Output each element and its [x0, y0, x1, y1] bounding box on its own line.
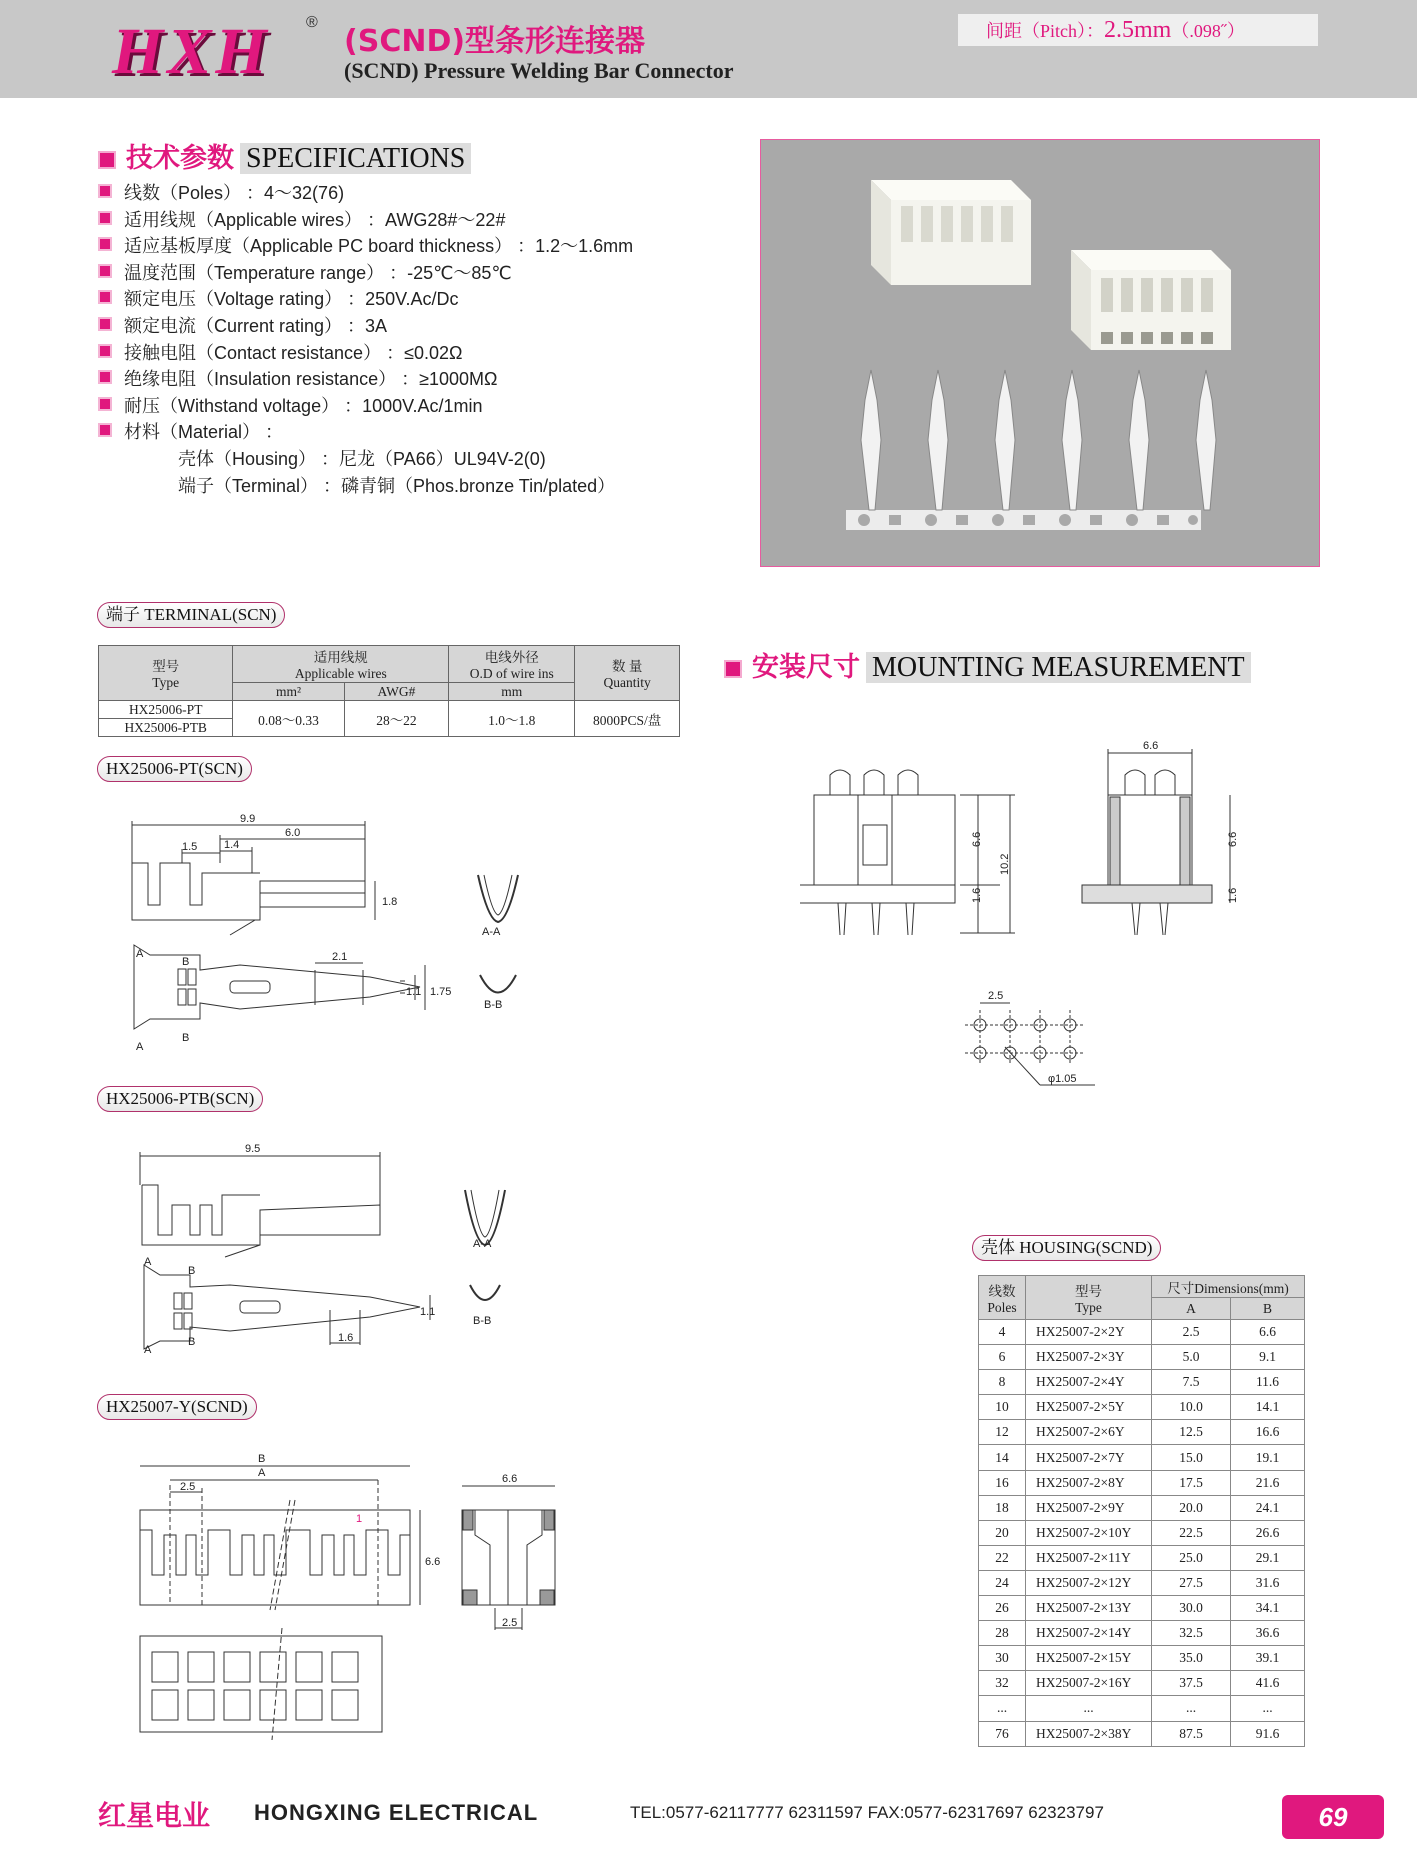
- table-cell: 16.6: [1231, 1420, 1305, 1445]
- table-cell: HX25007-2×7Y: [1026, 1445, 1152, 1470]
- table-cell: 6: [979, 1345, 1026, 1370]
- table-cell: 30: [979, 1646, 1026, 1671]
- dim-label: 6.6: [1227, 831, 1239, 847]
- spec-item: 温度范围（Temperature range） ：-25℃～85℃: [98, 260, 633, 287]
- table-cell: HX25007-2×10Y: [1026, 1520, 1152, 1545]
- table-cell: 6.6: [1231, 1320, 1305, 1345]
- dim-label: B-B: [484, 999, 503, 1011]
- table-cell: 21.6: [1231, 1470, 1305, 1495]
- table-cell: ...: [979, 1696, 1026, 1721]
- table-cell: 39.1: [1231, 1646, 1305, 1671]
- spec-material-housing: 壳体（Housing） ：尼龙（PA66）UL94V-2(0): [178, 448, 546, 469]
- spec-item: 适用线规（Applicable wires） ：AWG28#～22#: [98, 207, 633, 234]
- table-cell: 24.1: [1231, 1495, 1305, 1520]
- dim-label: B: [188, 1265, 196, 1277]
- dim-label: 1.6: [1227, 887, 1239, 903]
- dim-label: B-B: [473, 1315, 492, 1327]
- spec-item: 适应基板厚度（Applicable PC board thickness） ：1.2～1.6mm: [98, 233, 633, 260]
- dim-label: 2.1: [332, 951, 348, 963]
- mounting-heading-en: MOUNTING MEASUREMENT: [866, 652, 1251, 683]
- col-b: B: [1231, 1298, 1305, 1320]
- table-cell: 30.0: [1152, 1596, 1231, 1621]
- table-cell: 14: [979, 1445, 1026, 1470]
- bullet-icon: [98, 423, 112, 437]
- table-cell: 25.0: [1152, 1545, 1231, 1570]
- col-qty: 数 量 Quantity: [575, 646, 680, 701]
- title-chinese: (SCND)型条形连接器: [344, 24, 646, 59]
- table-cell: HX25007-2×14Y: [1026, 1621, 1152, 1646]
- footer-company-cn: 红星电业: [98, 1799, 211, 1832]
- table-cell: 19.1: [1231, 1445, 1305, 1470]
- table-cell: 37.5: [1152, 1671, 1231, 1696]
- dim-label: 6.0: [285, 827, 301, 839]
- dim-label: 1.8: [382, 896, 398, 908]
- dim-label: A-A: [482, 926, 501, 938]
- table-cell: 32.5: [1152, 1621, 1231, 1646]
- table-cell: 22.5: [1152, 1520, 1231, 1545]
- table-cell: 11.6: [1231, 1370, 1305, 1395]
- brand-logo: HXH: [112, 15, 271, 88]
- table-cell: HX25007-2×11Y: [1026, 1545, 1152, 1570]
- table-row: [979, 1445, 1305, 1470]
- table-cell: ...: [1152, 1696, 1231, 1721]
- dim-label: 9.9: [240, 813, 256, 825]
- dim-label: A: [136, 1041, 144, 1053]
- table-cell: 20: [979, 1520, 1026, 1545]
- table-cell: 10.0: [1152, 1395, 1231, 1420]
- table-cell: 20.0: [1152, 1495, 1231, 1520]
- table-cell: HX25007-2×9Y: [1026, 1495, 1152, 1520]
- table-cell: HX25007-2×4Y: [1026, 1370, 1152, 1395]
- table-row: [979, 1570, 1305, 1595]
- dim-label: 6.6: [1143, 740, 1159, 752]
- housing-pill: 壳体 HOUSING(SCND): [972, 1235, 1161, 1261]
- housing-photo-2: [1071, 250, 1231, 350]
- table-cell: 28: [979, 1621, 1026, 1646]
- col-type: 型号 Type: [1026, 1276, 1152, 1320]
- table-cell: HX25007-2×16Y: [1026, 1671, 1152, 1696]
- table-row: [979, 1520, 1305, 1545]
- dim-label: 1.6: [338, 1332, 354, 1344]
- table-row: [979, 1495, 1305, 1520]
- table-cell: 35.0: [1152, 1646, 1231, 1671]
- table-cell: 17.5: [1152, 1470, 1231, 1495]
- col-a: A: [1152, 1298, 1231, 1320]
- table-cell: HX25007-2×6Y: [1026, 1420, 1152, 1445]
- dim-label: A: [144, 1256, 152, 1268]
- mounting-heading-cn: 安装尺寸: [752, 652, 860, 683]
- col-awg: AWG#: [344, 683, 448, 701]
- table-cell: 41.6: [1231, 1671, 1305, 1696]
- bullet-icon: [98, 211, 112, 225]
- dim-label: 9.5: [245, 1143, 261, 1155]
- spec-item: 材料（Material） ：: [98, 419, 633, 446]
- product-illustration: [761, 140, 1319, 566]
- table-row: [979, 1345, 1305, 1370]
- dim-label: 10.2: [999, 853, 1011, 875]
- table-cell: 27.5: [1152, 1570, 1231, 1595]
- ptb-pill: HX25006-PTB(SCN): [97, 1086, 263, 1112]
- table-cell: 4: [979, 1320, 1026, 1345]
- ptb-drawing: [130, 1135, 530, 1360]
- dim-label: B: [188, 1336, 196, 1348]
- dim-label: A-A: [473, 1238, 492, 1250]
- table-cell: 31.6: [1231, 1570, 1305, 1595]
- product-photo: [760, 139, 1320, 567]
- dim-label: 1.1: [420, 1306, 436, 1318]
- table-cell: 18: [979, 1495, 1026, 1520]
- table-cell: 36.6: [1231, 1621, 1305, 1646]
- bullet-icon: [98, 370, 112, 384]
- table-cell: HX25007-2×13Y: [1026, 1596, 1152, 1621]
- table-row: [979, 1320, 1305, 1345]
- col-poles: 线数 Poles: [979, 1276, 1026, 1320]
- table-cell: 8000PCS/盘: [575, 701, 680, 737]
- dim-label: 2.5: [988, 990, 1004, 1002]
- table-cell: 24: [979, 1570, 1026, 1595]
- spec-item: 额定电流（Current rating） ：3A: [98, 313, 633, 340]
- table-cell: 16: [979, 1470, 1026, 1495]
- dim-label: A: [136, 948, 144, 960]
- dim-label: 2.5: [180, 1481, 196, 1493]
- terminal-pill: 端子 TERMINAL(SCN): [97, 602, 285, 628]
- table-cell: HX25007-2×38Y: [1026, 1721, 1152, 1746]
- table-cell: 28～22: [344, 701, 448, 737]
- spec-list: [98, 180, 633, 499]
- specifications-heading-cn: 技术参数: [126, 143, 234, 174]
- dim-label: A: [144, 1344, 152, 1356]
- pitch-value: 2.5mm: [1104, 17, 1172, 43]
- table-cell: 15.0: [1152, 1445, 1231, 1470]
- table-cell: 10: [979, 1395, 1026, 1420]
- table-row: [979, 1470, 1305, 1495]
- terminal-table: [98, 645, 680, 737]
- table-row: [979, 1545, 1305, 1570]
- table-cell: 12: [979, 1420, 1026, 1445]
- table-cell: 87.5: [1152, 1721, 1231, 1746]
- table-row: [979, 1621, 1305, 1646]
- housing-photo-1: [871, 180, 1031, 285]
- table-cell: 2.5: [1152, 1320, 1231, 1345]
- bullet-icon: [98, 237, 112, 251]
- table-row: [979, 1420, 1305, 1445]
- dim-label: A: [258, 1467, 266, 1479]
- table-cell: HX25007-2×12Y: [1026, 1570, 1152, 1595]
- specifications-heading: [98, 136, 471, 175]
- bullet-icon: [98, 317, 112, 331]
- dim-label: 1.4: [224, 839, 240, 851]
- table-cell: 0.08～0.33: [233, 701, 344, 737]
- dim-label: 1.5: [182, 841, 198, 853]
- table-cell: 26.6: [1231, 1520, 1305, 1545]
- dim-label: B: [258, 1453, 266, 1465]
- col-od: 电线外径 O.D of wire ins: [449, 646, 575, 683]
- dim-label: B: [182, 956, 190, 968]
- spec-item: 接触电阻（Contact resistance） ：≤0.02Ω: [98, 340, 633, 367]
- spec-item: 耐压（Withstand voltage） ：1000V.Ac/1min: [98, 393, 633, 420]
- pitch-inch: （.098˝）: [1171, 21, 1245, 41]
- table-cell: ...: [1026, 1696, 1152, 1721]
- table-cell: HX25007-2×3Y: [1026, 1345, 1152, 1370]
- table-cell: ...: [1231, 1696, 1305, 1721]
- table-cell: 91.6: [1231, 1721, 1305, 1746]
- title-english: (SCND) Pressure Welding Bar Connector: [344, 58, 734, 83]
- dim-label: 1.75: [430, 986, 452, 998]
- pitch-label: 间距（Pitch）：: [986, 21, 1105, 41]
- col-mm2: mm²: [233, 683, 344, 701]
- bullet-icon: [98, 397, 112, 411]
- housing-drawing: [130, 1440, 580, 1740]
- col-wires: 适用线规 Applicable wires: [233, 646, 449, 683]
- table-cell: 7.5: [1152, 1370, 1231, 1395]
- page-number: 69: [1282, 1795, 1384, 1839]
- table-cell: 76: [979, 1721, 1026, 1746]
- housing-table: [978, 1275, 1305, 1747]
- mounting-heading: [724, 645, 1251, 684]
- table-row: [979, 1395, 1305, 1420]
- dim-label: 6.6: [971, 831, 983, 847]
- mounting-drawing: [800, 735, 1260, 1105]
- table-row: [979, 1696, 1305, 1721]
- y-pill: HX25007-Y(SCND): [97, 1394, 257, 1420]
- spec-material-terminal: 端子（Terminal） ：磷青铜（Phos.bronze Tin/plated）: [178, 475, 616, 496]
- col-dimensions: 尺寸Dimensions(mm): [1152, 1276, 1305, 1298]
- bullet-icon: [98, 344, 112, 358]
- dim-label: B: [182, 1032, 190, 1044]
- pt-drawing: [120, 805, 540, 1060]
- table-cell: 22: [979, 1545, 1026, 1570]
- spec-item: 线数（Poles） ：4～32(76): [98, 180, 633, 207]
- table-cell: 29.1: [1231, 1545, 1305, 1570]
- table-cell: 26: [979, 1596, 1026, 1621]
- table-cell: HX25007-2×15Y: [1026, 1646, 1152, 1671]
- spec-item: 额定电压（Voltage rating） ：250V.Ac/Dc: [98, 286, 633, 313]
- spec-item: 绝缘电阻（Insulation resistance） ：≥1000MΩ: [98, 366, 633, 393]
- heading-square-icon: [98, 151, 116, 169]
- dim-label: 1.6: [971, 887, 983, 903]
- dim-label: 1.1: [406, 986, 422, 998]
- table-cell: 34.1: [1231, 1596, 1305, 1621]
- pt-pill: HX25006-PT(SCN): [97, 756, 252, 782]
- terminal-strip-photo: [846, 370, 1216, 530]
- dim-label: 6.6: [502, 1473, 518, 1485]
- table-cell: 1.0～1.8: [449, 701, 575, 737]
- col-type: 型号 Type: [99, 646, 233, 701]
- footer-company-en: HONGXING ELECTRICAL: [254, 1800, 539, 1825]
- bullet-icon: [98, 264, 112, 278]
- col-od-unit: mm: [449, 683, 575, 701]
- footer-contact: TEL:0577-62117777 62311597 FAX:0577-62317697 62323797: [630, 1803, 1104, 1822]
- table-cell: HX25006-PTB: [99, 719, 233, 737]
- bullet-icon: [98, 184, 112, 198]
- table-row: [979, 1370, 1305, 1395]
- table-cell: HX25007-2×2Y: [1026, 1320, 1152, 1345]
- table-cell: HX25007-2×5Y: [1026, 1395, 1152, 1420]
- table-cell: HX25006-PT: [99, 701, 233, 719]
- bullet-icon: [98, 290, 112, 304]
- table-cell: 9.1: [1231, 1345, 1305, 1370]
- registered-mark: ®: [306, 14, 318, 31]
- table-row: [979, 1646, 1305, 1671]
- heading-square-icon: [724, 660, 742, 678]
- dim-label: 6.6: [425, 1556, 441, 1568]
- dim-label: 2.5: [502, 1617, 518, 1629]
- table-cell: 8: [979, 1370, 1026, 1395]
- table-row: [979, 1671, 1305, 1696]
- table-row: [979, 1596, 1305, 1621]
- dim-label: 1: [356, 1513, 363, 1525]
- dim-label: φ1.05: [1048, 1073, 1077, 1085]
- pitch-box: [958, 14, 1318, 46]
- table-cell: 14.1: [1231, 1395, 1305, 1420]
- table-cell: 12.5: [1152, 1420, 1231, 1445]
- table-cell: 32: [979, 1671, 1026, 1696]
- table-cell: 5.0: [1152, 1345, 1231, 1370]
- table-cell: HX25007-2×8Y: [1026, 1470, 1152, 1495]
- table-row: [979, 1721, 1305, 1746]
- specifications-heading-en: SPECIFICATIONS: [240, 143, 471, 174]
